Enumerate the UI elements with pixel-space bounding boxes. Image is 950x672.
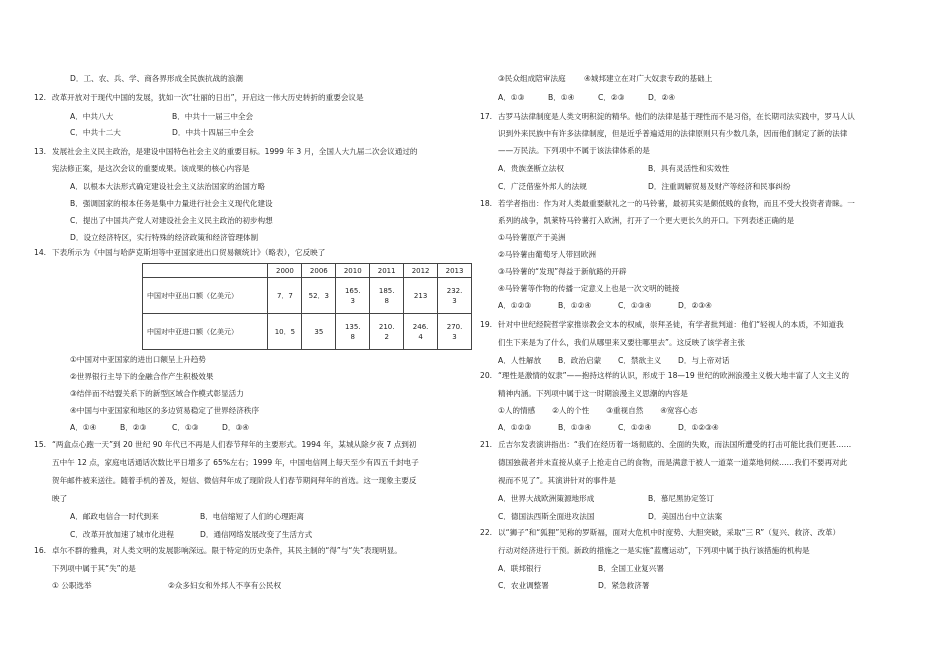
q20-option-d: D．①②③④ xyxy=(678,423,719,432)
q18-option-d: D．②③④ xyxy=(678,301,712,310)
q18-number: 18. xyxy=(480,199,493,208)
table-year: 2010 xyxy=(336,264,370,278)
q17-stem-line2: 识到外来民族中有许多法律制度，但是近乎普遍适用的法律原则只有少数几条，因而他们制定了新的法律 xyxy=(498,129,848,138)
q16-stem-line2: 下列项中属于其“失”的是 xyxy=(52,564,136,573)
q21-option-d: D．美国出台中立法案 xyxy=(648,512,723,521)
q21-number: 21. xyxy=(480,440,493,449)
q22-stem-line2: 行动对经济进行干预。新政的措施之一是实施“蓝鹰运动”，下列项中属于执行该措施的机构是 xyxy=(498,546,810,555)
q16-item-1: ① 公职选举 xyxy=(52,581,92,590)
q15-stem-line3: 贺年邮件被来送往。随着手机的普及，短信、微信拜年成了现阶段人们春节期间拜年的首选。这一现象主要反 xyxy=(52,476,417,485)
q18-item-1: ①马铃薯原产于美洲 xyxy=(498,233,566,242)
q17-number: 17. xyxy=(480,112,493,121)
q18-stem-line2: 系列的战争，凯莱特马铃薯打入欧洲，打开了一个更大更长久的开口。下列表述正确的是 xyxy=(498,216,795,225)
q16-option-b: B．①④ xyxy=(548,93,575,102)
q17-option-b: B．具有灵活性和实效性 xyxy=(648,164,730,173)
q19-option-d: D．与上帝对话 xyxy=(678,356,730,365)
q21-option-c: C．德国法西斯全面进攻法国 xyxy=(498,512,595,521)
q18-option-b: B．①②④ xyxy=(558,301,592,310)
table-cell: 10．5 xyxy=(268,314,302,350)
q17-stem-line3: ——万民法。下列项中不属于该法律体系的是 xyxy=(498,146,650,155)
q12-number: 12. xyxy=(34,93,47,102)
table-cell: 213 xyxy=(404,278,438,314)
q16-item-4: ④城邦建立在对广大奴隶专政的基础上 xyxy=(584,74,713,83)
q18-option-a: A．①②③ xyxy=(498,301,532,310)
q22-option-c: C．农业调整署 xyxy=(498,581,549,590)
q15-option-d: D．通信网络发展改变了生活方式 xyxy=(200,530,313,539)
q19-number: 19. xyxy=(480,320,493,329)
q16-option-d: D．②④ xyxy=(648,93,676,102)
q12-stem: 改革开放对于现代中国的发展，犹如一次“壮丽的日出”，开启这一伟大历史转折的重要会议是 xyxy=(52,93,364,102)
q21-option-a: A．世界大战欧洲策源地形成 xyxy=(498,494,595,503)
table-cell: 232. 3 xyxy=(438,278,472,314)
q17-option-a: A．贵族垄断立法权 xyxy=(498,164,564,173)
q19-option-a: A．人性解放 xyxy=(498,356,542,365)
q12-option-c: C．中共十二大 xyxy=(70,128,121,137)
q16-number: 16. xyxy=(34,546,47,555)
q13-option-d: D．设立经济特区，实行特殊的经济政策和经济管理体制 xyxy=(70,233,259,242)
q22-option-b: B．全国工业复兴署 xyxy=(598,564,664,573)
table-year: 2011 xyxy=(370,264,404,278)
q13-option-c: C．提出了中国共产党人对建设社会主义民主政治的初步构想 xyxy=(70,216,273,225)
q14-stem: 下表所示为《中国与哈萨克斯坦等中亚国家进出口贸易额统计》（略表），它反映了 xyxy=(52,248,326,257)
trade-table xyxy=(142,263,472,350)
q13-option-a: A．以根本大法形式确定建设社会主义法治国家的治国方略 xyxy=(70,182,266,191)
table-cell: 185. 8 xyxy=(370,278,404,314)
q15-option-a: A．邮政电信合一时代到来 xyxy=(70,512,159,521)
table-row-label: 中国对中亚进口额（亿美元） xyxy=(143,314,268,350)
table-row-label: 中国对中亚出口额（亿美元） xyxy=(143,278,268,314)
q19-stem-line2: 们生下来是为了什么，我们从哪里来又要往哪里去”。这反映了该学者主张 xyxy=(498,338,745,347)
q14-item-2: ②世界银行主导下的金融合作产生积极效果 xyxy=(70,372,214,381)
q15-option-b: B．电信缩短了人们的心理距离 xyxy=(200,512,304,521)
q20-option-b: B．①③④ xyxy=(558,423,592,432)
q18-item-3: ③马铃薯的“发现”得益于新航路的开辟 xyxy=(498,267,627,276)
q14-number: 14. xyxy=(34,248,47,257)
q12-option-d: D．中共十四届三中全会 xyxy=(172,128,254,137)
table-row-export xyxy=(143,278,472,314)
q14-item-3: ③结伴而不结盟关系下的新型区域合作模式彰显活力 xyxy=(70,389,244,398)
table-year: 2006 xyxy=(302,264,336,278)
table-row-import xyxy=(143,314,472,350)
q20-stem-line1: “理性是激情的奴隶”——抱持这样的认识，形成于 18—19 世纪的欧洲浪漫主义极大地丰富了人文主义的 xyxy=(498,371,849,380)
table-cell: 35 xyxy=(302,314,336,350)
q17-stem-line1: 古罗马法律制度是人类文明积淀的精华。他们的法律是基于理性而不是习俗，在长期司法实践中，罗马人认 xyxy=(498,112,855,121)
q15-stem-line4: 映了 xyxy=(52,494,68,503)
q14-option-b: B．②③ xyxy=(120,423,147,432)
q16-option-c: C．②③ xyxy=(598,93,625,102)
q21-option-b: B．慕尼黑协定签订 xyxy=(648,494,714,503)
q19-stem-line1: 针对中世纪经院哲学家推崇教会文本的权威，崇拜圣徒，有学者批判道：他们“轻视人的本质，不知道我 xyxy=(498,320,844,329)
q21-stem-line3: 视而不见了”。其演讲针对的事件是 xyxy=(498,476,616,485)
q15-stem-line2: 五中午 12 点，家庭电话通话次数比平日增多了 65%左右；1999 年，中国电信网上每天至少有四五千封电子 xyxy=(52,458,419,467)
q14-option-d: D．③④ xyxy=(222,423,250,432)
q14-item-4: ④中国与中亚国家和地区的多边贸易稳定了世界经济秩序 xyxy=(70,406,260,415)
q16-stem-line1: 卓尔不群的雅典，对人类文明的发展影响深远。限于特定的历史条件，其民主制的“得”与“失”表现明显。 xyxy=(52,546,402,555)
q18-item-4: ④马铃薯等作物的传播一定意义上也是一次文明的链接 xyxy=(498,284,680,293)
q13-stem-line1: 发展社会主义民主政治，是建设中国特色社会主义的重要目标。1999 年 3 月，全国人大九届二次会议通过的 xyxy=(52,147,418,156)
q22-stem-line1: 以“狮子”和“狐狸”见称的罗斯福，面对大危机中时度势、大胆突破，采取“三 R”（复兴、救济、改革） xyxy=(498,528,841,537)
q15-number: 15. xyxy=(34,440,47,449)
table-cell: 270. 3 xyxy=(438,314,472,350)
q22-option-d: D．紧急救济署 xyxy=(598,581,650,590)
q18-item-2: ②马铃薯由葡萄牙人带回欧洲 xyxy=(498,250,596,259)
q13-number: 13. xyxy=(34,147,47,156)
q20-number: 20. xyxy=(480,371,493,380)
q14-option-c: C．①③ xyxy=(172,423,199,432)
q20-option-c: C．①②④ xyxy=(618,423,652,432)
q18-option-c: C．①③④ xyxy=(618,301,652,310)
q16-item-3: ③民众组成陪审法庭 xyxy=(498,74,566,83)
table-cell: 165. 3 xyxy=(336,278,370,314)
q21-stem-line2: 德国独裁者并未直接从桌子上抢走自己的食物，而是满意于被人一道菜一道菜地伺候……我们不要再对此 xyxy=(498,458,848,467)
table-cell: 210. 2 xyxy=(370,314,404,350)
q21-stem-line1: 丘吉尔发表演讲指出：“我们在经历着一场彻底的、全面的失败，而法国所遭受的打击可能比我们更甚…… xyxy=(498,440,852,449)
q18-stem-line1: 若学者指出：作为对人类最重要献礼之一的马铃薯，最初其实是颇低贱的食物，而且不受大投资者青睐。一 xyxy=(498,199,855,208)
q16-option-a: A．①③ xyxy=(498,93,525,102)
q12-option-b: B．中共十一届三中全会 xyxy=(172,112,254,121)
table-year: 2012 xyxy=(404,264,438,278)
q16-item-2: ②众多妇女和外邦人不享有公民权 xyxy=(168,581,282,590)
q12-option-a: A．中共八大 xyxy=(70,112,114,121)
q13-stem-line2: 宪法修正案，是这次会议的重要成果。该成果的核心内容是 xyxy=(52,164,250,173)
q22-number: 22. xyxy=(480,528,493,537)
q20-items: ①人的情感 ②人的个性 ③重视自然 ④宽容心态 xyxy=(498,406,698,415)
table-cell: 246. 4 xyxy=(404,314,438,350)
q17-option-d: D．注重调解贸易及财产等经济和民事纠纷 xyxy=(648,182,791,191)
q15-option-c: C．改革开放加速了城市化进程 xyxy=(70,530,175,539)
table-cell: 7．7 xyxy=(268,278,302,314)
table-corner-cell xyxy=(143,264,268,278)
table-year: 2013 xyxy=(438,264,472,278)
q13-option-b: B．强调国家的根本任务是集中力量进行社会主义现代化建设 xyxy=(70,199,273,208)
q19-option-c: C．禁欲主义 xyxy=(618,356,662,365)
table-cell: 52．3 xyxy=(302,278,336,314)
q14-item-1: ①中国对中亚国家的进出口额呈上升趋势 xyxy=(70,355,206,364)
q19-option-b: B．政治启蒙 xyxy=(558,356,602,365)
q14-option-a: A．①④ xyxy=(70,423,97,432)
q11-option-d: D．工、农、兵、学、商各界形成全民族抗战的浪潮 xyxy=(70,74,243,83)
q20-stem-line2: 精神内涵。下列项中属于这一时期浪漫主义思潮的内容是 xyxy=(498,389,688,398)
table-year: 2000 xyxy=(268,264,302,278)
q15-stem-line1: “两盒点心跑一天”到 20 世纪 90 年代已不再是人们春节拜年的主要形式。1994 年，某城从除夕夜 7 点到初 xyxy=(52,440,417,449)
q17-option-c: C．广泛借鉴外邦人的法规 xyxy=(498,182,587,191)
q20-option-a: A．①②③ xyxy=(498,423,532,432)
q22-option-a: A．联邦银行 xyxy=(498,564,542,573)
table-cell: 135. 8 xyxy=(336,314,370,350)
